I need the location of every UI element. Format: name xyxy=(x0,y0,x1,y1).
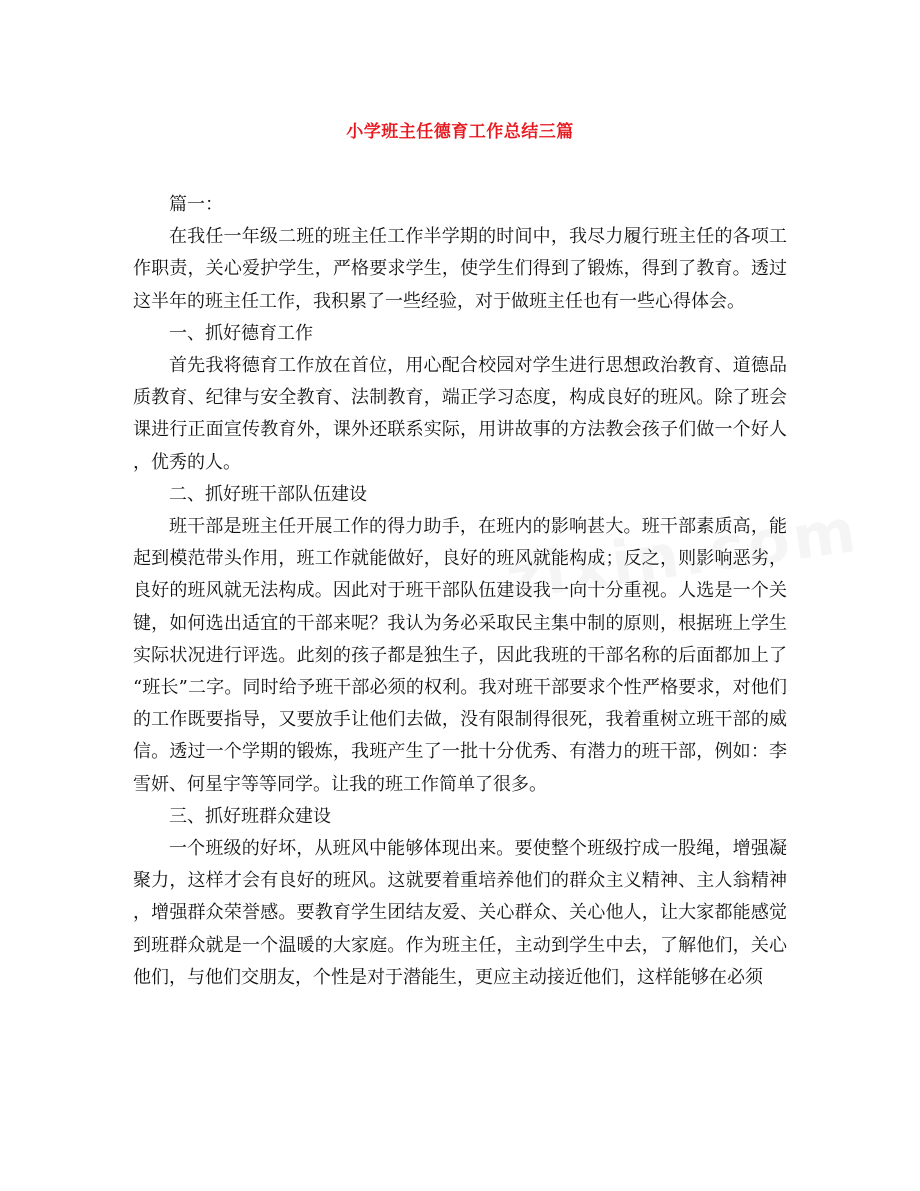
section-label-part-one: 篇一： xyxy=(169,194,223,215)
paragraph-class-cadres: 班干部是班主任开展工作的得力助手，在班内的影响甚大。班干部素质高，能起到模范带头作用，班工作就能做好，良好的班风就能构成；反之，则影响恶劣，良好的班风就无法构成。因此对于班干部队伍建设我一向十分重视。人选是一个关键，如何选出适宜的干部来呢？我认为务必采取民主集中制的原则，根据班上学生实际状况进行评选。此刻的孩子都是独生子，因此我班的干部名称的后面都加上了“班长”二字。同时给予班干部必须的权利。我对班干部要求个性严格要求，对他们的工作既要指导，又要放手让他们去做，没有限制得很死，我着重树立班干部的威信。透过一个学期的锻炼，我班产生了一批十分优秀、有潜力的班干部，例如：李雪妍、何星宇等等同学。让我的班工作简单了很多。 xyxy=(133,516,787,795)
paragraph-moral-education: 首先我将德育工作放在首位，用心配合校园对学生进行思想政治教育、道德品质教育、纪律与安全教育、法制教育，端正学习态度，构成良好的班风。除了班会课进行正面宣传教育外，课外还联系实际，用讲故事的方法教会孩子们做一个好人，优秀的人。 xyxy=(133,355,787,473)
heading-moral-education: 一、抓好德育工作 xyxy=(169,322,313,344)
heading-class-collective: 三、抓好班群众建设 xyxy=(169,805,331,827)
document-body xyxy=(133,189,787,994)
paragraph-class-collective: 一个班级的好坏，从班风中能够体现出来。要使整个班级拧成一股绳，增强凝聚力，这样才会有良好的班风。这就要着重培养他们的群众主义精神、主人翁精神，增强群众荣誉感。要教育学生团结友爱、关心群众、关心他人，让大家都能感觉到班群众就是一个温暖的大家庭。作为班主任，主动到学生中去，了解他们，关心他们，与他们交朋友，个性是对于潜能生，更应主动接近他们，这样能够在必须 xyxy=(133,838,787,988)
heading-class-cadres: 二、抓好班干部队伍建设 xyxy=(169,483,367,505)
document-title: 小学班主任德育工作总结三篇 xyxy=(346,122,574,142)
paragraph-intro: 在我任一年级二班的班主任工作半学期的时间中，我尽力履行班主任的各项工作职责，关心爱护学生，严格要求学生，使学生们得到了锻炼，得到了教育。透过这半年的班主任工作，我积累了一些经验，对于做班主任也有一些心得体会。 xyxy=(133,226,787,312)
